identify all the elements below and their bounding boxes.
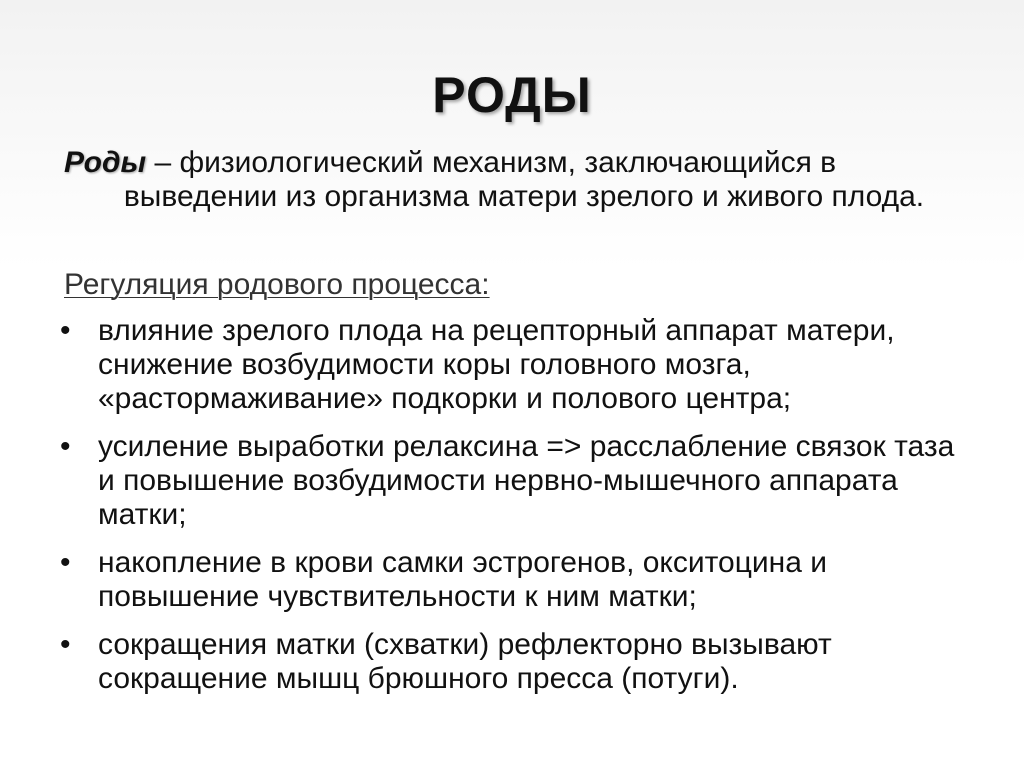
bullet-marker: • — [60, 628, 71, 661]
bullet-item — [60, 430, 960, 532]
definition-first-line — [64, 146, 964, 180]
regulation-heading: Регуляция родового процесса: — [64, 268, 490, 301]
definition-text-line1: – физиологический механизм, заключающийся в — [146, 146, 837, 179]
bullet-list — [60, 314, 960, 710]
bullet-marker: • — [60, 314, 71, 347]
definition-text-rest: выведении из организма матери зрелого и живого плода. — [123, 180, 925, 213]
bullet-marker: • — [60, 430, 71, 463]
bullet-item — [60, 628, 960, 696]
bullet-text: сокращения матки (схватки) рефлекторно вызывают сокращение мышц брюшного пресса (потуги). — [98, 628, 832, 695]
definition-paragraph — [64, 146, 964, 214]
definition-term: Роды — [64, 146, 147, 179]
bullet-item — [60, 314, 960, 416]
bullet-marker: • — [60, 546, 71, 579]
bullet-item — [60, 546, 960, 614]
bullet-text: усиление выработки релаксина => расслабление связок таза и повышение возбудимости нервно-мышечного аппарата матки; — [98, 430, 955, 531]
bullet-text: накопление в крови самки эстрогенов, окситоцина и повышение чувствительности к ним матки; — [98, 546, 828, 613]
bullet-text: влияние зрелого плода на рецепторный аппарат матери, снижение возбудимости коры головного мозга, «растормаживание» подкорки и полового центра; — [98, 314, 895, 415]
slide-title: РОДЫ — [432, 67, 592, 123]
